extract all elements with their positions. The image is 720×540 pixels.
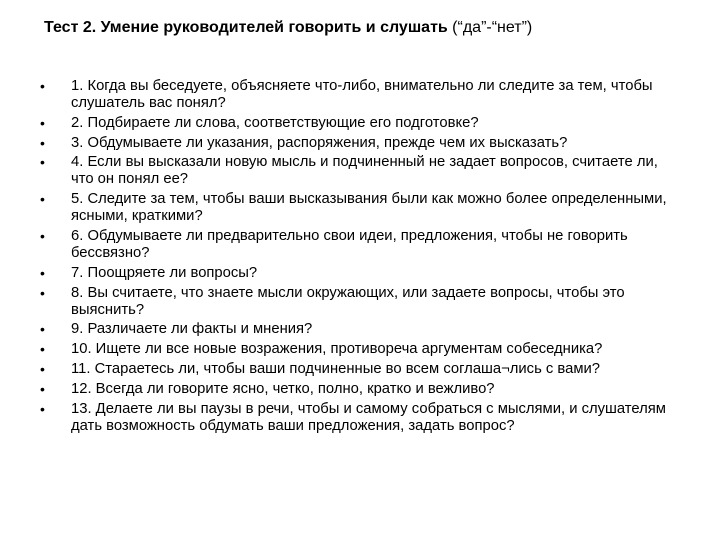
- list-item: [40, 285, 680, 319]
- bullet-icon: •: [40, 191, 45, 208]
- list-item: [40, 228, 680, 262]
- bullet-icon: •: [40, 360, 45, 377]
- question-text: 12. Всегда ли говорите ясно, четко, полно, кратко и вежливо?: [71, 380, 495, 397]
- question-text: 3. Обдумываете ли указания, распоряжения, прежде чем их высказать?: [71, 134, 568, 151]
- list-item: [40, 135, 680, 152]
- title-main: Тест 2. Умение руководителей говорить и слушать: [44, 19, 448, 36]
- question-text: 8. Вы считаете, что знаете мысли окружающих, или задаете вопросы, чтобы это выяснить?: [71, 284, 625, 318]
- list-item: [40, 341, 680, 358]
- question-text: 13. Делаете ли вы паузы в речи, чтобы и самому собраться с мыслями, и слушателям дать возможность обдумать ваши предложения, задать вопрос?: [71, 400, 666, 434]
- bullet-icon: •: [40, 341, 45, 358]
- bullet-icon: •: [40, 380, 45, 397]
- bullet-icon: •: [40, 321, 45, 338]
- question-text: 7. Поощряете ли вопросы?: [71, 264, 258, 281]
- page-title: [44, 18, 532, 38]
- list-item: [40, 265, 680, 282]
- list-item: [40, 321, 680, 338]
- list-item: [40, 78, 680, 112]
- question-text: 4. Если вы высказали новую мысль и подчиненный не задает вопросов, считаете ли, что он понял ее?: [71, 154, 658, 188]
- question-text: 1. Когда вы беседуете, объясняете что-либо, внимательно ли следите за тем, чтобы слушатель вас понял?: [71, 78, 653, 111]
- bullet-icon: •: [40, 284, 45, 301]
- bullet-icon: •: [40, 134, 45, 151]
- question-text: 9. Различаете ли факты и мнения?: [71, 321, 313, 338]
- bullet-icon: •: [40, 227, 45, 244]
- list-item: [40, 154, 680, 188]
- question-text: 5. Следите за тем, чтобы ваши высказывания были как можно более определенными, ясными, краткими?: [71, 191, 667, 225]
- list-item: [40, 191, 680, 225]
- bullet-icon: •: [40, 400, 45, 417]
- bullet-icon: •: [40, 114, 45, 131]
- question-text: 11. Стараетесь ли, чтобы ваши подчиненные во всем соглаша¬лись с вами?: [71, 360, 601, 377]
- list-item: [40, 115, 680, 132]
- question-list: [40, 78, 680, 437]
- title-answer-options: (“да”-“нет”): [447, 19, 533, 36]
- question-text: 10. Ищете ли все новые возражения, противореча аргументам собеседника?: [71, 341, 603, 358]
- list-item: [40, 401, 680, 435]
- bullet-icon: •: [40, 264, 45, 281]
- list-item: [40, 361, 680, 378]
- question-text: 2. Подбираете ли слова, соответствующие его подготовке?: [71, 114, 479, 131]
- list-item: [40, 381, 680, 398]
- bullet-icon: •: [40, 154, 45, 171]
- question-text: 6. Обдумываете ли предварительно свои идеи, предложения, чтобы не говорить бессвязно?: [71, 227, 628, 261]
- bullet-icon: •: [40, 78, 45, 94]
